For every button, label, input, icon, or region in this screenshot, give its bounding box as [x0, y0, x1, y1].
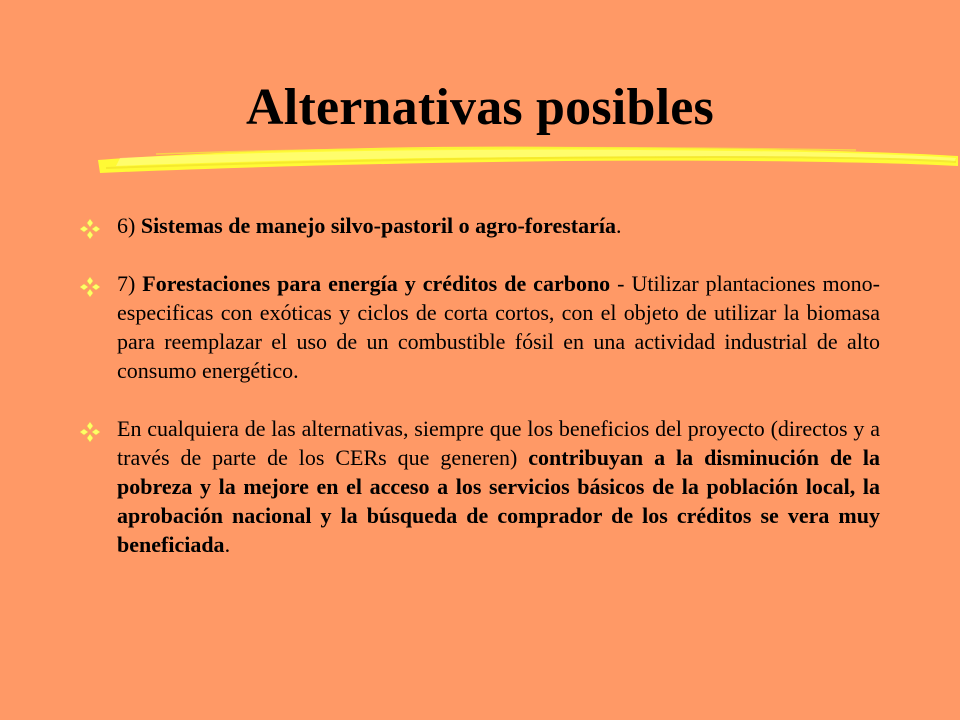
bullet-item-6: [80, 211, 880, 240]
title-underline-brush-stroke: [96, 138, 960, 180]
slide-title: Alternativas posibles: [246, 79, 714, 136]
bullet-list: [80, 211, 880, 559]
bullet-bold-text: Forestaciones para energía y créditos de carbono: [142, 271, 611, 296]
four-diamond-bullet-icon: [80, 277, 100, 297]
bullet-bold-text: Sistemas de manejo silvo-pastoril o agro-forestaría: [140, 213, 617, 238]
bullet-tail-text: .: [224, 532, 231, 557]
bullet-lead-text: 6): [117, 213, 141, 238]
bullet-item-alternativas: [80, 414, 880, 559]
bullet-tail-text: .: [616, 213, 622, 238]
bullet-lead-text: 7): [117, 271, 143, 296]
bullet-bold-text: contribuyan a la disminución de la pobreza y la mejore en el acceso a los servicios básicos de la población local, la aprobación nacional y la búsqueda de comprador de los créditos se vera muy beneficiada: [117, 445, 880, 557]
four-diamond-bullet-icon: [80, 422, 100, 442]
four-diamond-bullet-icon: [80, 219, 100, 239]
bullet-lead-text: En cualquiera de las alternativas, siempre que los beneficios del proyecto (directos y a través de parte de los CERs que generen): [117, 416, 880, 470]
bullet-tail-text: - Utilizar plantaciones mono-especificas con exóticas y ciclos de corta cortos, con el objeto de utilizar la biomasa para reemplazar el uso de un combustible fósil en una actividad industrial de alto consumo energético.: [117, 271, 880, 383]
bullet-item-7: [80, 269, 880, 385]
